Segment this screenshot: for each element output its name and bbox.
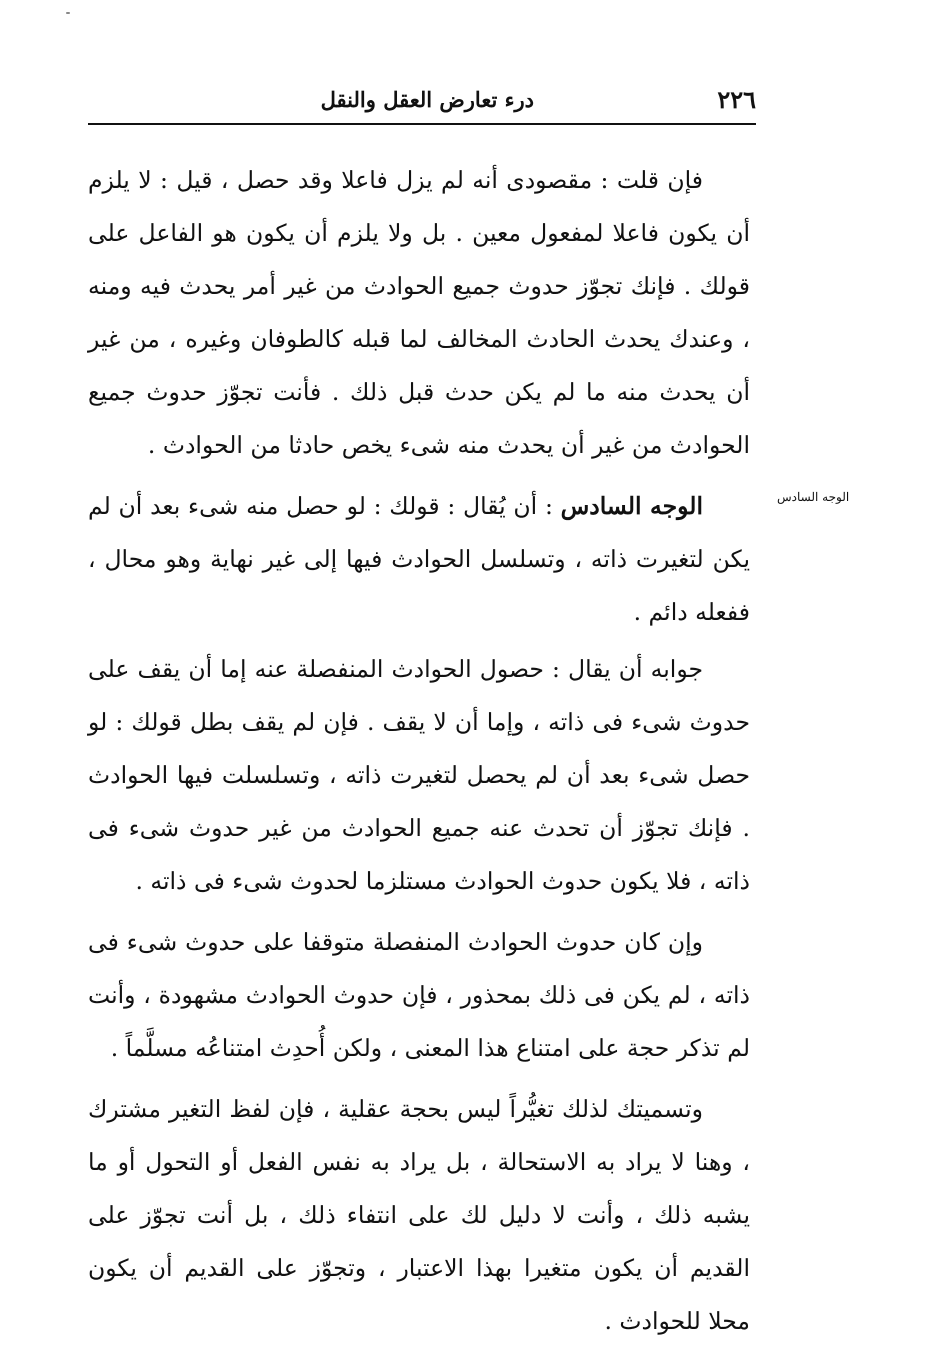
page-number: ٢٢٦	[717, 85, 756, 114]
paragraph-5: وتسميتك لذلك تغيُّراً ليس بحجة عقلية ، فإن لفظ التغير مشترك ، وهنا لا يراد به الاستحالة ، بل يراد به نفس الفعل أو التحول أو ما يشبه ذلك ، وأنت لا دليل لك على انتفاء ذلك ، بل أنت تجوّز على القديم أن يكون متغيرا بهذا الاعتبار ، وتجوّز على القديم أن يكون محلا للحوادث .	[88, 1095, 750, 1335]
running-title: درء تعارض العقل والنقل	[320, 87, 534, 112]
paragraph-1: فإن قلت : مقصودى أنه لم يزل فاعلا وقد حصل ، قيل : لا يلزم أن يكون فاعلا لمفعول معين . بل ولا يلزم أن يكون هو الفاعل على قولك . فإنك تجوّز حدوث جميع الحوادث من غير أمر يحدث فيه ومنه ، وعندك يحدث الحادث المخالف لما قبله كالطوفان وغيره ، من غير أن يحدث منه ما لم يكن حدث قبل ذلك . فأنت تجوّز حدوث جميع الحوادث من غير أن يحدث منه شىء يخص حادثا من الحوادث .	[88, 166, 750, 459]
body-text	[88, 154, 750, 1356]
header-rule	[88, 123, 756, 125]
paragraph-2-text: : أن يُقال : قولك : لو حصل منه شىء بعد أن لم يكن لتغيرت ذاته ، وتسلسل الحوادث فيها إلى غير نهاية وهو محال ، ففعله دائم .	[88, 492, 750, 626]
paragraph-4: وإن كان حدوث الحوادث المنفصلة متوقفا على حدوث شىء فى ذاته ، لم يكن فى ذلك بمحذور ، فإن حدوث الحوادث مشهودة ، وأنت لم تذكر حجة على امتناع هذا المعنى ، ولكن أُحدِث امتناعُه مسلَّماً .	[88, 928, 750, 1062]
scan-speck	[66, 12, 70, 14]
paragraph-2-lead: الوجه السادس	[560, 492, 703, 520]
page-header	[88, 84, 756, 124]
paragraph-2	[88, 480, 750, 639]
paragraph-3: جوابه أن يقال : حصول الحوادث المنفصلة عنه إما أن يقف على حدوث شىء فى ذاته ، وإما أن لا يقف . فإن لم يقف بطل قولك : لو حصل شىء بعد أن لم يحصل لتغيرت ذاته ، وتسلسلت فيها الحوادث . فإنك تجوّز أن تحدث عنه جميع الحوادث من غير حدوث شىء فى ذاته ، فلا يكون حدوث الحوادث مستلزما لحدوث شىء فى ذاته .	[88, 655, 750, 895]
margin-note: الوجه السادس	[777, 490, 850, 504]
